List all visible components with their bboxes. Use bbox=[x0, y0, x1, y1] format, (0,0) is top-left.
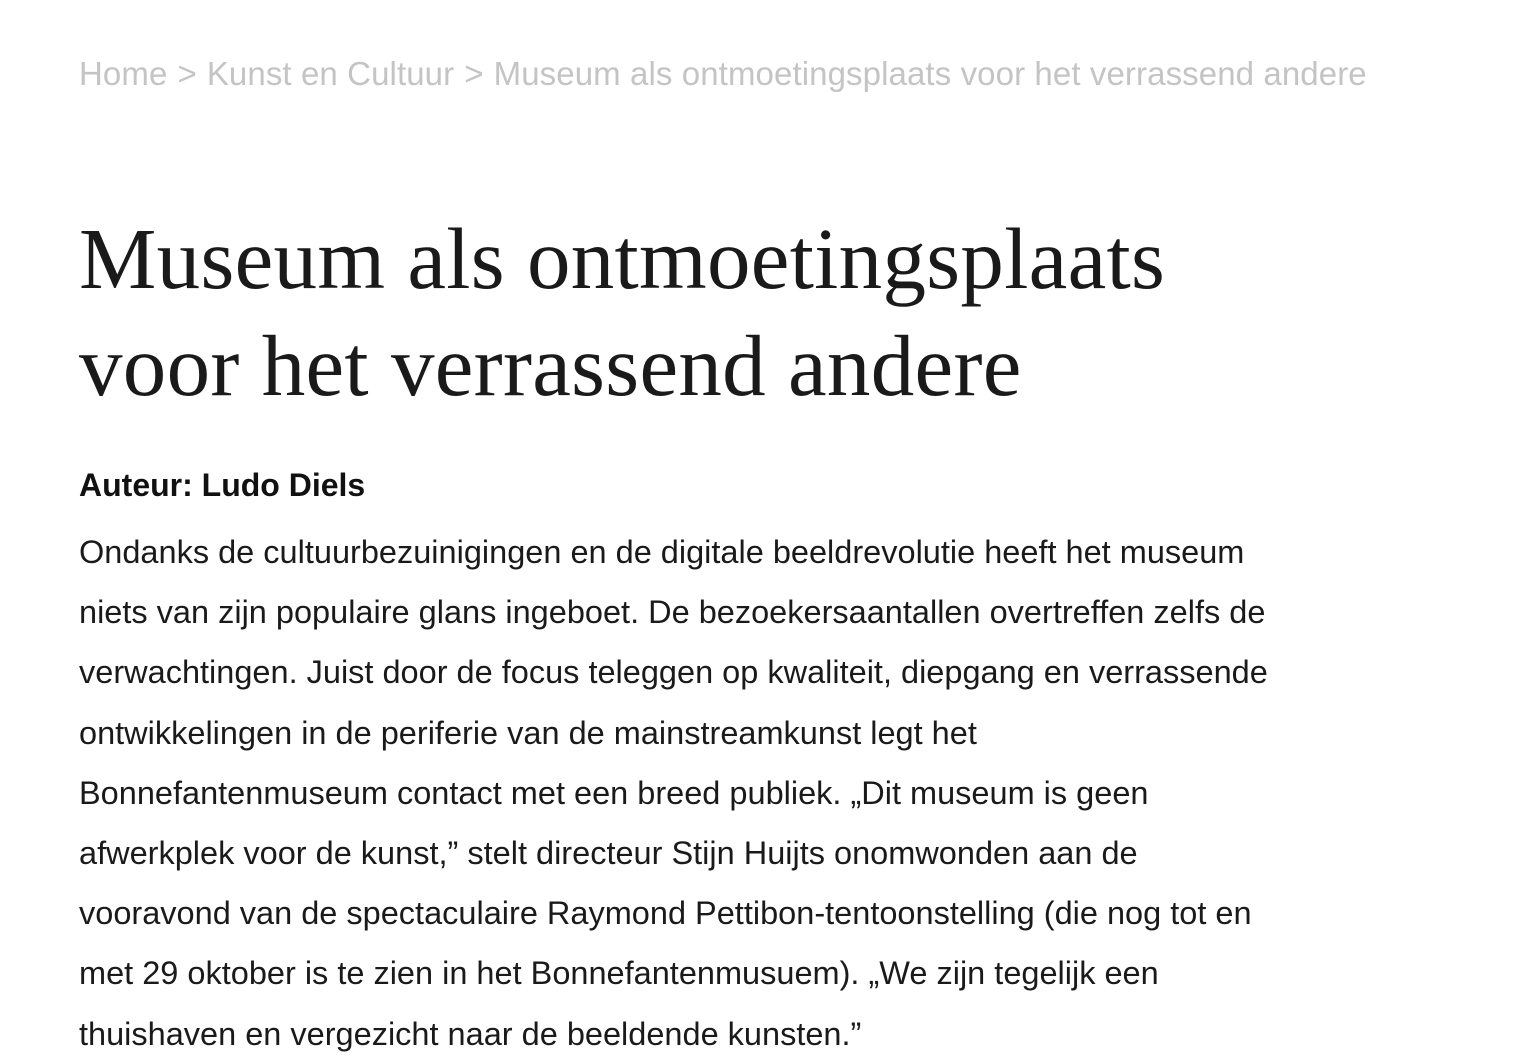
article-body-line: afwerkplek voor de kunst,” stelt directeur Stijn Huijts onomwonden aan de bbox=[79, 835, 1138, 872]
article-body-line: thuishaven en vergezicht naar de beeldende kunsten.” bbox=[79, 1015, 862, 1052]
article-body-line: met 29 oktober is te zien in het Bonnefantenmusuem). „We zijn tegelijk een bbox=[79, 955, 1159, 992]
article-body-line: vooravond van de spectaculaire Raymond Pettibon-tentoonstelling (die nog tot en bbox=[79, 895, 1252, 932]
breadcrumb-home-link[interactable]: Home bbox=[79, 55, 168, 92]
breadcrumb-category-link[interactable]: Kunst en Cultuur bbox=[206, 55, 455, 92]
breadcrumb-separator: > bbox=[177, 55, 197, 92]
article-body-line: ontwikkelingen in de periferie van de mainstreamkunst legt het bbox=[79, 714, 977, 751]
page-title bbox=[79, 205, 1459, 419]
page-title-line: voor het verrassend andere bbox=[79, 317, 1022, 414]
page-title-line: Museum als ontmoetingsplaats bbox=[79, 210, 1166, 307]
article-body-line: Ondanks de cultuurbezuinigingen en de digitale beeldrevolutie heeft het museum bbox=[79, 534, 1245, 570]
breadcrumb bbox=[79, 54, 1367, 94]
article-body-line: Bonnefantenmuseum contact met een breed publiek. „Dit museum is geen bbox=[79, 774, 1149, 811]
article-body bbox=[79, 522, 1499, 1064]
breadcrumb-separator: > bbox=[464, 55, 484, 92]
article-body-line: verwachtingen. Juist door de focus teleggen op kwaliteit, diepgang en verrassende bbox=[79, 654, 1268, 691]
article-body-line: niets van zijn populaire glans ingeboet. De bezoekersaantallen overtreffen zelfs de bbox=[79, 594, 1266, 631]
breadcrumb-current: Museum als ontmoetingsplaats voor het verrassend andere bbox=[493, 55, 1367, 92]
article-author: Auteur: Ludo Diels bbox=[79, 467, 366, 503]
